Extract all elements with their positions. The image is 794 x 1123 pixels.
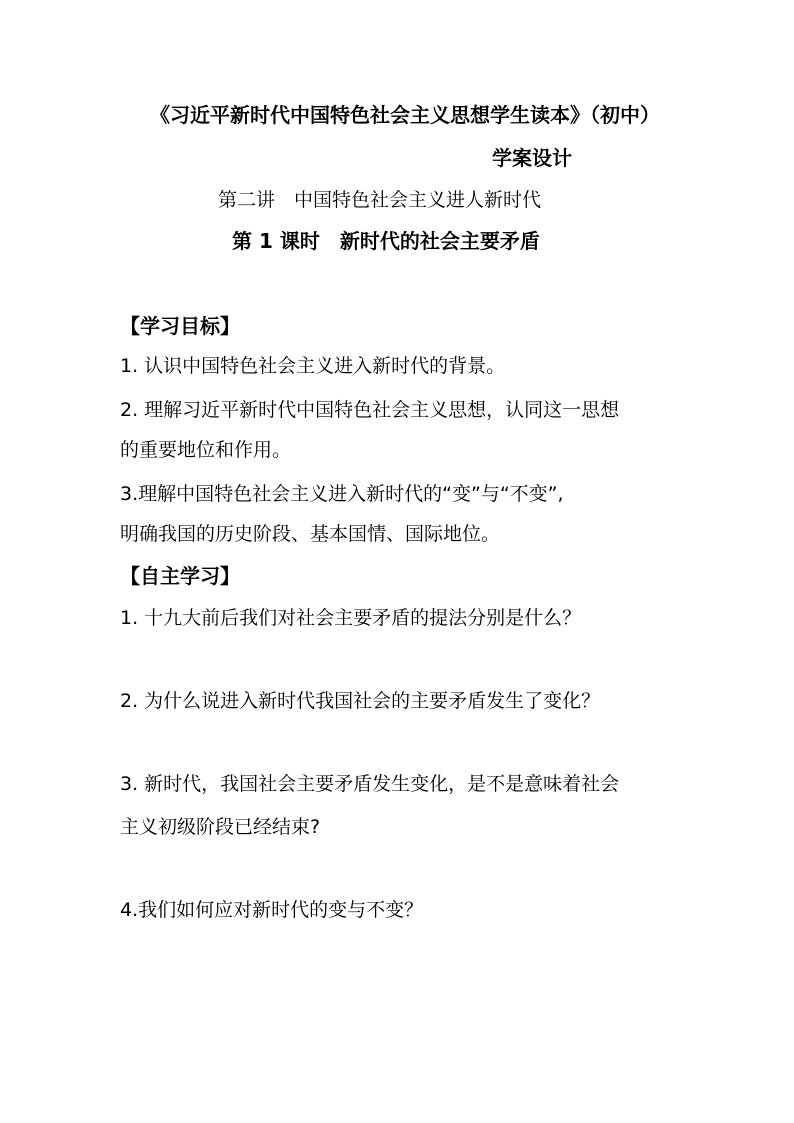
objectives-heading: 【学习目标】 [120, 314, 240, 338]
objective-item: 2. 理解习近平新时代中国特色社会主义思想，认同这一思想 [120, 399, 620, 421]
objective-item: 1. 认识中国特色社会主义进入新时代的背景。 [120, 355, 506, 377]
objective-item: 的重要地位和作用。 [120, 439, 292, 461]
question-item: 2. 为什么说进入新时代我国社会的主要矛盾发生了变化？ [120, 690, 601, 712]
self-study-heading: 【自主学习】 [120, 564, 240, 588]
lesson-title: 第 1 课时 新时代的社会主要矛盾 [232, 229, 540, 253]
design-label: 学案设计 [492, 146, 572, 170]
book-title: 《习近平新时代中国特色社会主义思想学生读本》（初中） [150, 103, 660, 127]
lecture-title: 第二讲 中国特色社会主义进人新时代 [218, 189, 542, 211]
objective-item: 明确我国的历史阶段、基本国情、国际地位。 [120, 523, 501, 545]
objective-item: 3.理解中国特色社会主义进入新时代的“变”与“不变”, [120, 483, 564, 505]
question-item: 1. 十九大前后我们对社会主要矛盾的提法分别是什么？ [120, 607, 582, 629]
question-item: 4.我们如何应对新时代的变与不变？ [120, 899, 424, 921]
question-item: 3. 新时代，我国社会主要矛盾发生变化，是不是意味着社会 [120, 773, 620, 795]
question-item: 主义初级阶段已经结束? [120, 816, 321, 838]
